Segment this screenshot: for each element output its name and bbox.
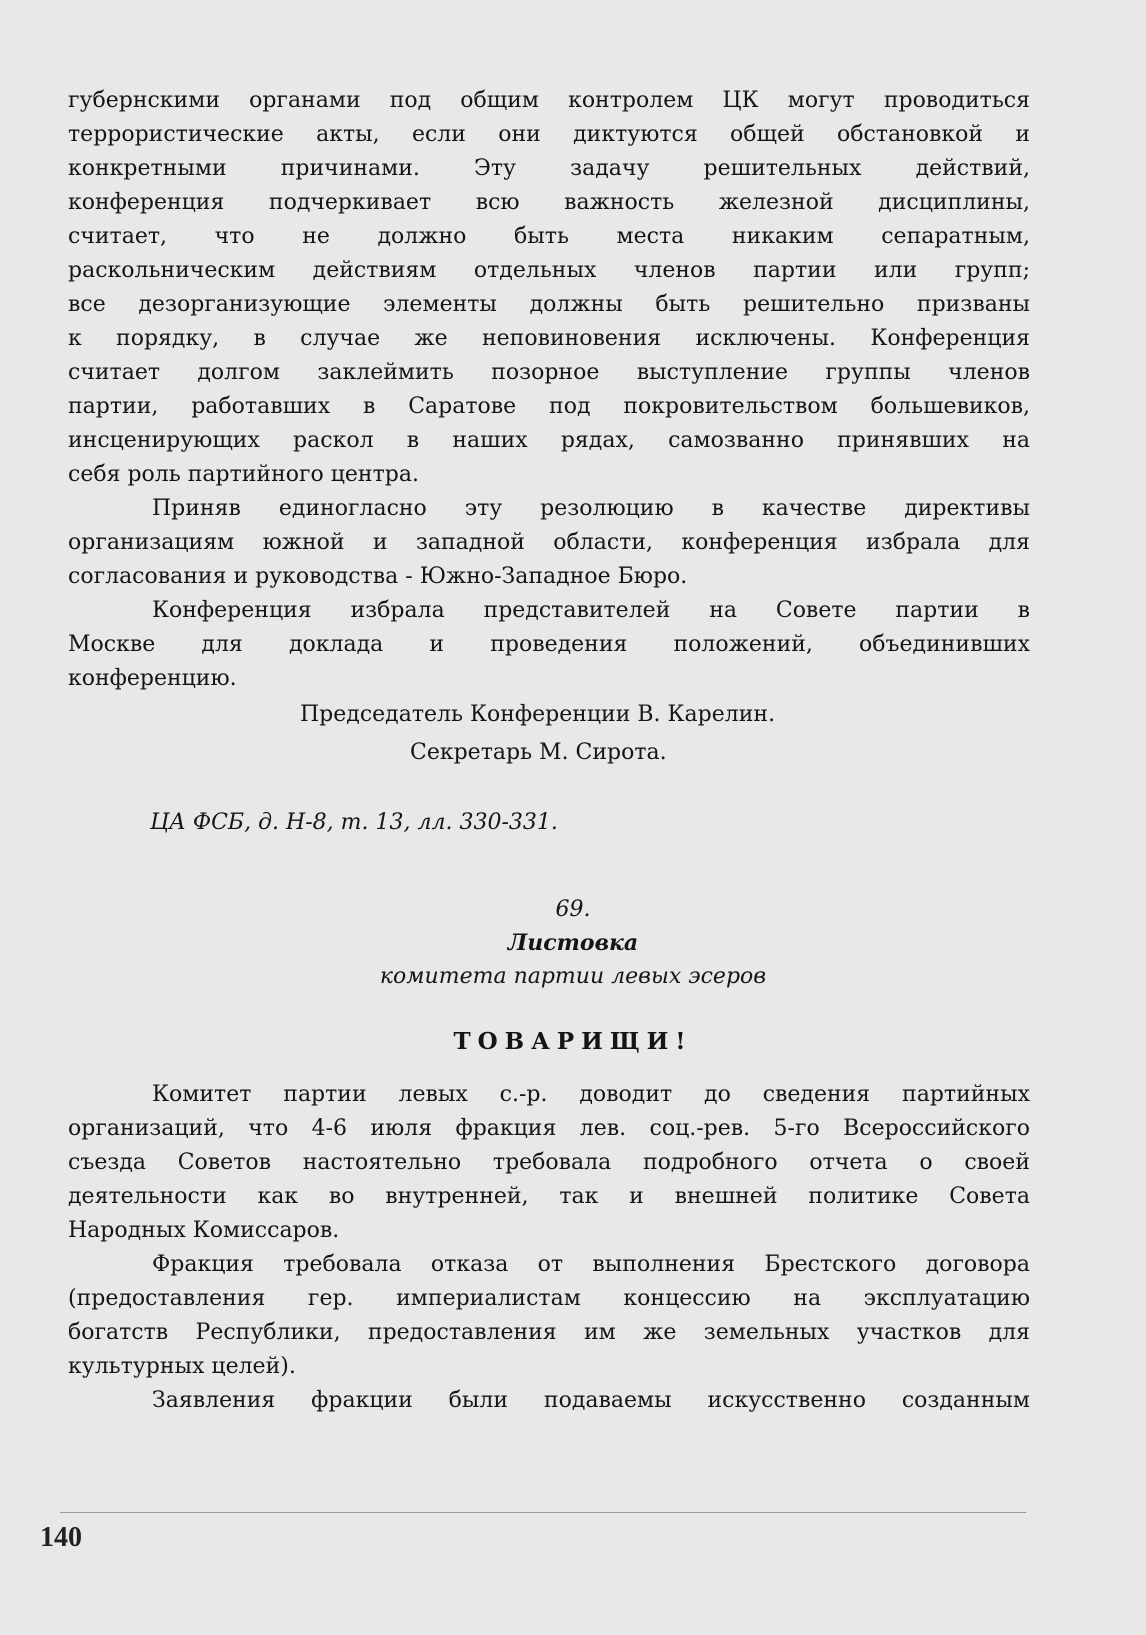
- body-line: к порядку, в случае же неповиновения исключены. Конференция: [68, 326, 1030, 351]
- body-line: съезда Советов настоятельно требовала подробного отчета о своей: [68, 1150, 1030, 1175]
- body-line: организациям южной и западной области, конференция избрала для: [68, 530, 1030, 555]
- body-line: считает, что не должно быть места никаким сепаратным,: [68, 224, 1030, 249]
- body-line: богатств Республики, предоставления им же земельных участков для: [68, 1320, 1030, 1345]
- paragraph-start: Фракция требовала отказа от выполнения Брестского договора: [152, 1252, 1030, 1277]
- document-number: 69.: [555, 897, 591, 922]
- body-line: конкретными причинами. Эту задачу решительных действий,: [68, 156, 1030, 181]
- body-line: считает долгом заклеймить позорное выступление группы членов: [68, 360, 1030, 385]
- footer-rule: [60, 1512, 1026, 1513]
- body-line: инсценирующих раскол в наших рядах, самозванно принявших на: [68, 428, 1030, 453]
- body-line: террористические акты, если они диктуются общей обстановкой и: [68, 122, 1030, 147]
- body-line: конференцию.: [68, 666, 237, 691]
- archive-reference: ЦА ФСБ, д. Н-8, т. 13, лл. 330-331.: [150, 810, 558, 835]
- body-line: Москве для доклада и проведения положений, объединивших: [68, 632, 1030, 657]
- paragraph-start: Заявления фракции были подаваемы искусственно созданным: [152, 1388, 1030, 1413]
- document-title: Листовка: [507, 930, 639, 956]
- page-number: 140: [40, 1522, 82, 1553]
- body-line: культурных целей).: [68, 1354, 296, 1379]
- body-line: деятельности как во внутренней, так и внешней политике Совета: [68, 1184, 1030, 1209]
- paragraph-start: Приняв единогласно эту резолюцию в качестве директивы: [152, 496, 1030, 521]
- signature-chairman: Председатель Конференции В. Карелин.: [300, 702, 776, 727]
- signature-secretary: Секретарь М. Сирота.: [410, 740, 667, 765]
- body-line: организаций, что 4-6 июля фракция лев. соц.-рев. 5-го Всероссийского: [68, 1116, 1030, 1141]
- body-line: все дезорганизующие элементы должны быть решительно призваны: [68, 292, 1030, 317]
- body-line: конференция подчеркивает всю важность железной дисциплины,: [68, 190, 1030, 215]
- body-line: себя роль партийного центра.: [68, 462, 419, 487]
- paragraph-start: Комитет партии левых с.-р. доводит до сведения партийных: [152, 1082, 1030, 1107]
- leaflet-heading: ТОВАРИЩИ!: [453, 1028, 693, 1055]
- document-subtitle: комитета партии левых эсеров: [379, 964, 767, 989]
- body-line: губернскими органами под общим контролем ЦК могут проводиться: [68, 88, 1030, 113]
- body-line: партии, работавших в Саратове под покровительством большевиков,: [68, 394, 1030, 419]
- paragraph-start: Конференция избрала представителей на Совете партии в: [152, 598, 1030, 623]
- body-line: согласования и руководства - Южно-Западное Бюро.: [68, 564, 688, 589]
- body-line: Народных Комиссаров.: [68, 1218, 340, 1243]
- body-line: раскольническим действиям отдельных членов партии или групп;: [68, 258, 1030, 283]
- body-line: (предоставления гер. империалистам концессию на эксплуатацию: [68, 1286, 1030, 1311]
